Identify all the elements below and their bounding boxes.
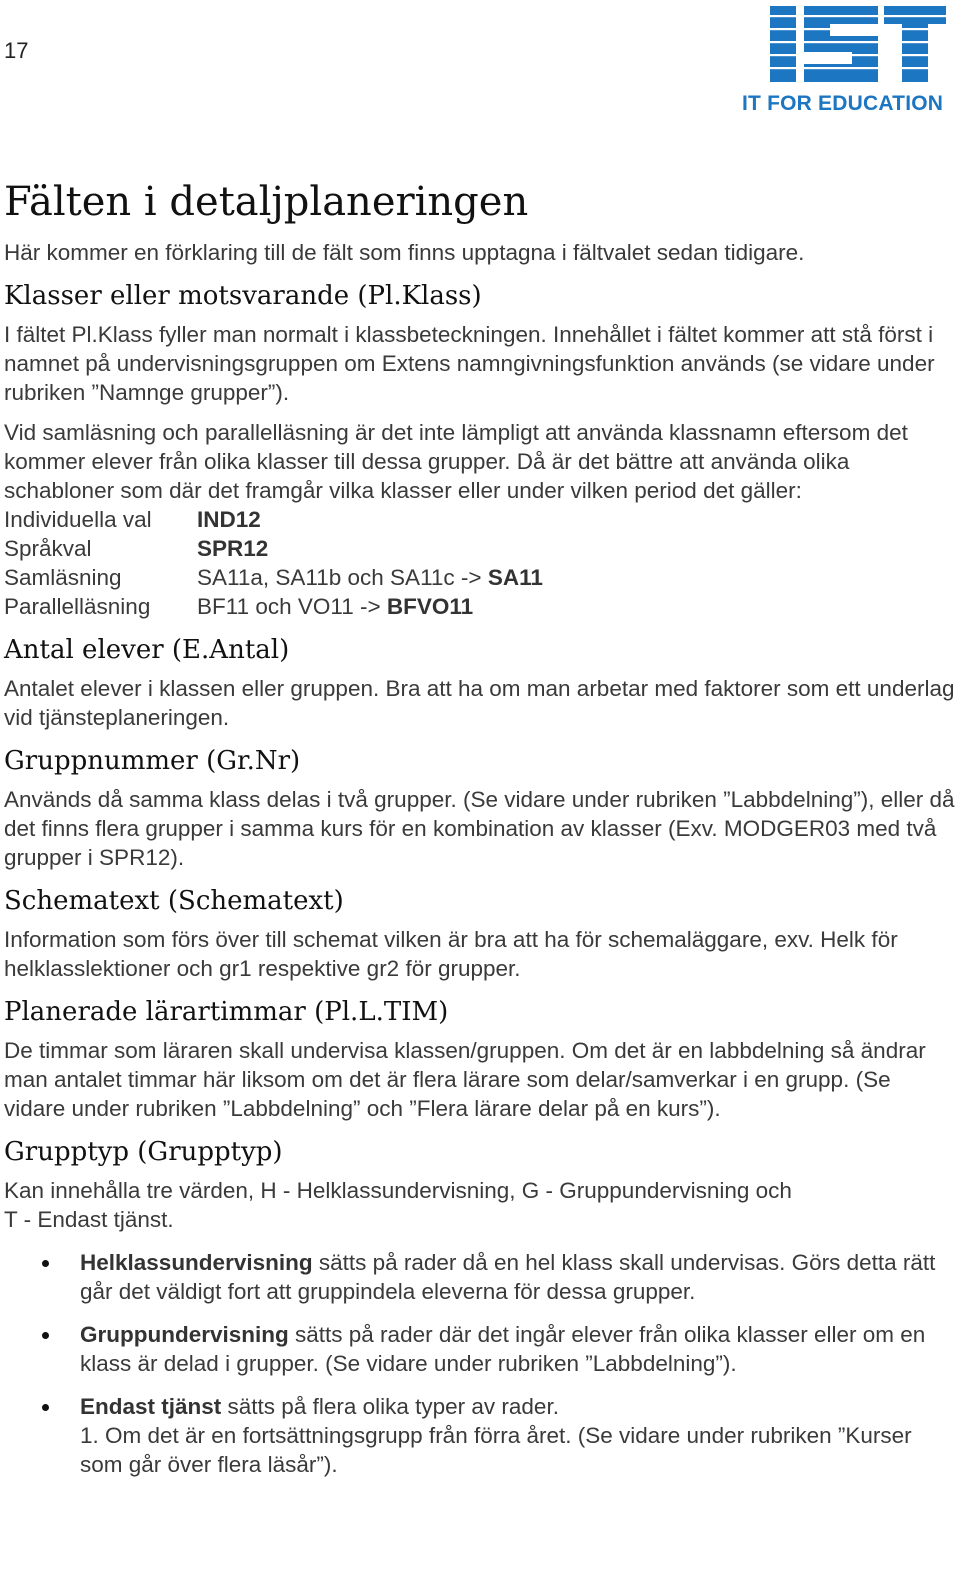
example-code: SPR12 bbox=[197, 536, 269, 561]
example-label: Parallelläsning bbox=[4, 594, 151, 619]
heading-antal-elever: Antal elever (E.Antal) bbox=[4, 635, 290, 665]
example-value: BF11 och VO11 -> bbox=[197, 594, 387, 619]
heading-klasser: Klasser eller motsvarande (Pl.Klass) bbox=[4, 281, 482, 311]
list-item bbox=[4, 1392, 956, 1479]
grupptyp-list bbox=[4, 1248, 956, 1479]
page-number: 17 bbox=[4, 38, 29, 63]
document-body bbox=[4, 176, 956, 1493]
list-item bbox=[4, 1248, 956, 1306]
example-label: Språkval bbox=[4, 536, 92, 561]
grupptyp-line-2: T - Endast tjänst. bbox=[4, 1207, 174, 1232]
list-item-text: sätts på rader där det ingår elever från olika klasser eller om en klass är delad i grupper. (Se vidare under rubriken ”Labbdelning”). bbox=[80, 1322, 926, 1376]
class-examples bbox=[4, 505, 956, 621]
example-row bbox=[4, 505, 956, 534]
list-item-term: Gruppundervisning bbox=[80, 1322, 289, 1347]
example-code: SA11 bbox=[487, 565, 543, 590]
klasser-paragraph-1: I fältet Pl.Klass fyller man normalt i klassbeteckningen. Innehållet i fältet kommer att stå först i namnet på undervisningsgruppen om Extens namngivningsfunktion används (se vidare under rubriken ”Namnge grupper”). bbox=[4, 322, 935, 405]
gruppnummer-paragraph: Används då samma klass delas i två grupper. (Se vidare under rubriken ”Labbdelning”), eller då det finns flera grupper i samma kurs för en kombination av klasser (Exv. MODGER03 med två grupper i SPR12). bbox=[4, 787, 955, 870]
example-label: Samläsning bbox=[4, 565, 122, 590]
page-title: Fälten i detaljplaneringen bbox=[4, 179, 529, 225]
list-item-text: sätts på rader då en hel klass skall undervisas. Görs detta rätt går det väldigt fort att gruppindela eleverna för dessa grupper. bbox=[80, 1250, 936, 1304]
heading-larartimmar: Planerade lärartimmar (Pl.L.TIM) bbox=[4, 997, 449, 1027]
list-item-term: Endast tjänst bbox=[80, 1394, 222, 1419]
schematext-paragraph: Information som förs över till schemat vilken är bra att ha för schemaläggare, exv. Helk för helklasslektioner och gr1 respektive gr2 för grupper. bbox=[4, 927, 898, 981]
logo-tagline: IT FOR EDUCATION bbox=[742, 92, 944, 115]
lararttimmar-paragraph: De timmar som läraren skall undervisa klassen/gruppen. Om det är en labbdelning så ändrar man antalet timmar här liksom om det är flera lärare som delar/samverkar i en grupp. (Se vidare under rubriken ”Labbdelning” och ”Flera lärare delar på en kurs”). bbox=[4, 1038, 926, 1121]
grupptyp-paragraph bbox=[4, 1176, 956, 1234]
heading-gruppnummer: Gruppnummer (Gr.Nr) bbox=[4, 746, 301, 776]
grupptyp-line-1: Kan innehålla tre värden, H - Helklassundervisning, G - Gruppundervisning och bbox=[4, 1178, 792, 1203]
example-row bbox=[4, 534, 956, 563]
example-value: SA11a, SA11b och SA11c -> bbox=[197, 565, 488, 590]
intro-paragraph: Här kommer en förklaring till de fält som finns upptagna i fältvalet sedan tidigare. bbox=[4, 240, 805, 265]
heading-schematext: Schematext (Schematext) bbox=[4, 886, 344, 916]
ist-logo-mark bbox=[742, 4, 947, 88]
ist-logo bbox=[742, 4, 947, 116]
example-row bbox=[4, 592, 956, 621]
example-code: BFVO11 bbox=[386, 594, 474, 619]
heading-grupptyp: Grupptyp (Grupptyp) bbox=[4, 1137, 283, 1167]
example-row bbox=[4, 563, 956, 592]
list-item bbox=[4, 1320, 956, 1378]
example-code: IND12 bbox=[197, 507, 261, 532]
list-item-term: Helklassundervisning bbox=[80, 1250, 313, 1275]
example-label: Individuella val bbox=[4, 507, 152, 532]
klasser-paragraph-2: Vid samläsning och parallelläsning är det inte lämpligt att använda klassnamn eftersom det kommer elever från olika klasser till dessa grupper. Då är det bättre att använda olika schabloner som där det framgår vilka klasser eller under vilken period det gäller: bbox=[4, 420, 908, 503]
list-item-subtext: 1. Om det är en fortsättningsgrupp från förra året. (Se vidare under rubriken ”Kurser som går över flera läsår”). bbox=[80, 1423, 912, 1477]
antal-paragraph: Antalet elever i klassen eller gruppen. Bra att ha om man arbetar med faktorer som ett underlag vid tjänsteplaneringen. bbox=[4, 676, 955, 730]
list-item-text: sätts på flera olika typer av rader. bbox=[221, 1394, 559, 1419]
